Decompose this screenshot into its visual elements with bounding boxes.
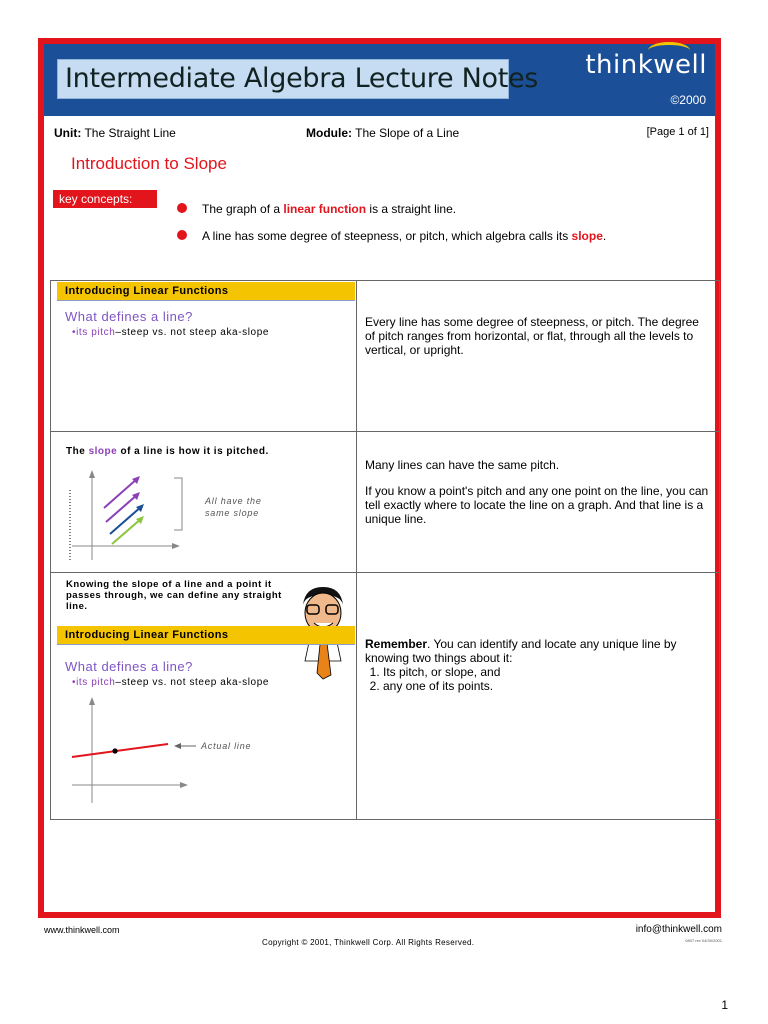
module-info — [306, 126, 459, 140]
y-axis-arrow-icon — [89, 470, 95, 478]
slide-cell — [51, 281, 357, 432]
table-row — [51, 573, 720, 820]
slide-question: What defines a line? — [65, 659, 193, 674]
unit-label: Unit: — [54, 126, 82, 140]
unit-value: The Straight Line — [84, 126, 176, 140]
header-banner — [44, 44, 715, 116]
graph-caption: Actual line — [201, 741, 252, 751]
page-frame — [38, 38, 721, 918]
notes-cell — [357, 573, 720, 820]
note-paragraph: Many lines can have the same pitch. — [365, 458, 560, 472]
slide-question: What defines a line? — [65, 309, 193, 324]
page-title-banner: Intermediate Algebra Lecture Notes — [57, 59, 509, 99]
slide-cell — [51, 432, 357, 573]
footer-email-link[interactable]: info@thinkwell.com — [635, 924, 722, 935]
caption-arrow-icon — [174, 743, 181, 749]
slide-subpoint-text: –steep vs. not steep aka-slope — [115, 327, 270, 338]
slope-line-purple — [106, 494, 138, 522]
note-paragraph: Every line has some degree of steepness, or pitch. The degree of pitch ranges from horizontal, or flat, through all the levels to vertical, or upright. — [365, 315, 699, 357]
slide-heading-underline — [57, 300, 355, 301]
slide-subpoint-text: –steep vs. not steep aka-slope — [115, 677, 270, 688]
key-concepts-list — [177, 202, 637, 256]
bullet-dot-icon — [177, 230, 187, 240]
notes-cell — [357, 281, 720, 432]
slope-line-green — [112, 518, 142, 544]
slide-heading-underline — [57, 644, 355, 645]
slide-intro-text: Knowing the slope of a line and a point it passes through, we can define any straight line. — [66, 579, 282, 612]
slide-subpoint — [72, 327, 269, 338]
section-title: Introduction to Slope — [71, 154, 227, 173]
concept-text-end: is a straight line. — [366, 202, 457, 216]
x-axis-arrow-icon — [172, 543, 180, 549]
notes-table — [50, 280, 720, 820]
footer-website-link[interactable]: www.thinkwell.com — [44, 925, 120, 935]
slide-heading: Introducing Linear Functions — [57, 282, 355, 300]
x-axis-arrow-icon — [180, 782, 188, 788]
page-indicator: [Page 1 of 1] — [646, 126, 709, 138]
page-number: 1 — [721, 998, 728, 1012]
slope-line-purple — [104, 478, 138, 508]
note-paragraph: If you know a point's pitch and any one point on the line, you can tell exactly where to locate the line on a graph. And that line is a unique line. — [365, 484, 709, 526]
actual-line — [72, 744, 168, 757]
module-value: The Slope of a Line — [355, 126, 460, 140]
key-concept-item — [177, 229, 637, 244]
slide-text-highlight: slope — [88, 446, 118, 457]
unit-info — [54, 126, 176, 140]
y-axis-arrow-icon — [89, 697, 95, 705]
concept-highlight: linear function — [283, 202, 367, 216]
slide-text — [66, 446, 269, 458]
graph-caption-2: same slope — [205, 508, 260, 518]
remember-text: . You can identify and locate any unique line by knowing two things about it: — [365, 637, 677, 665]
list-item: 1. Its pitch, or slope, and — [383, 665, 711, 679]
notes-cell — [357, 432, 720, 573]
brand-name: thinkwell — [585, 50, 707, 80]
key-concepts-badge: key concepts: — [53, 190, 157, 208]
key-concept-item — [177, 202, 637, 217]
line-point-icon — [112, 748, 117, 753]
slide-text-end: of a line is how it is pitched. — [117, 446, 269, 457]
slide-cell — [51, 573, 357, 820]
concept-highlight: slope — [571, 229, 603, 243]
graph-caption-1: All have the — [205, 496, 262, 506]
remember-note — [365, 637, 711, 665]
slide-subpoint — [72, 677, 269, 688]
slide-text-start: The — [66, 446, 89, 457]
list-item: 2. any one of its points. — [383, 679, 711, 693]
slide-heading: Introducing Linear Functions — [57, 626, 355, 644]
copyright-year: ©2000 — [670, 93, 706, 107]
slide-subpoint-highlight: •its pitch — [72, 327, 116, 338]
brand-logo — [585, 50, 707, 80]
concept-text: A line has some degree of steepness, or pitch, which algebra calls its — [202, 229, 572, 243]
footer-copyright: Copyright © 2001, Thinkwell Corp. All Rights Reserved. — [262, 938, 475, 947]
remember-label: Remember — [365, 637, 428, 651]
bullet-dot-icon — [177, 203, 187, 213]
concept-text: The graph of a — [202, 202, 284, 216]
brand-swoosh-icon — [648, 42, 690, 59]
footer-revision: 0807 rev 04/30/2001 — [685, 938, 722, 943]
remember-list — [365, 665, 711, 693]
parallel-lines-graph — [66, 464, 306, 564]
bracket — [174, 478, 182, 530]
concept-text-end: . — [602, 229, 607, 243]
slide-subpoint-highlight: •its pitch — [72, 677, 116, 688]
module-label: Module: — [306, 126, 352, 140]
table-row — [51, 432, 720, 573]
table-row — [51, 281, 720, 432]
